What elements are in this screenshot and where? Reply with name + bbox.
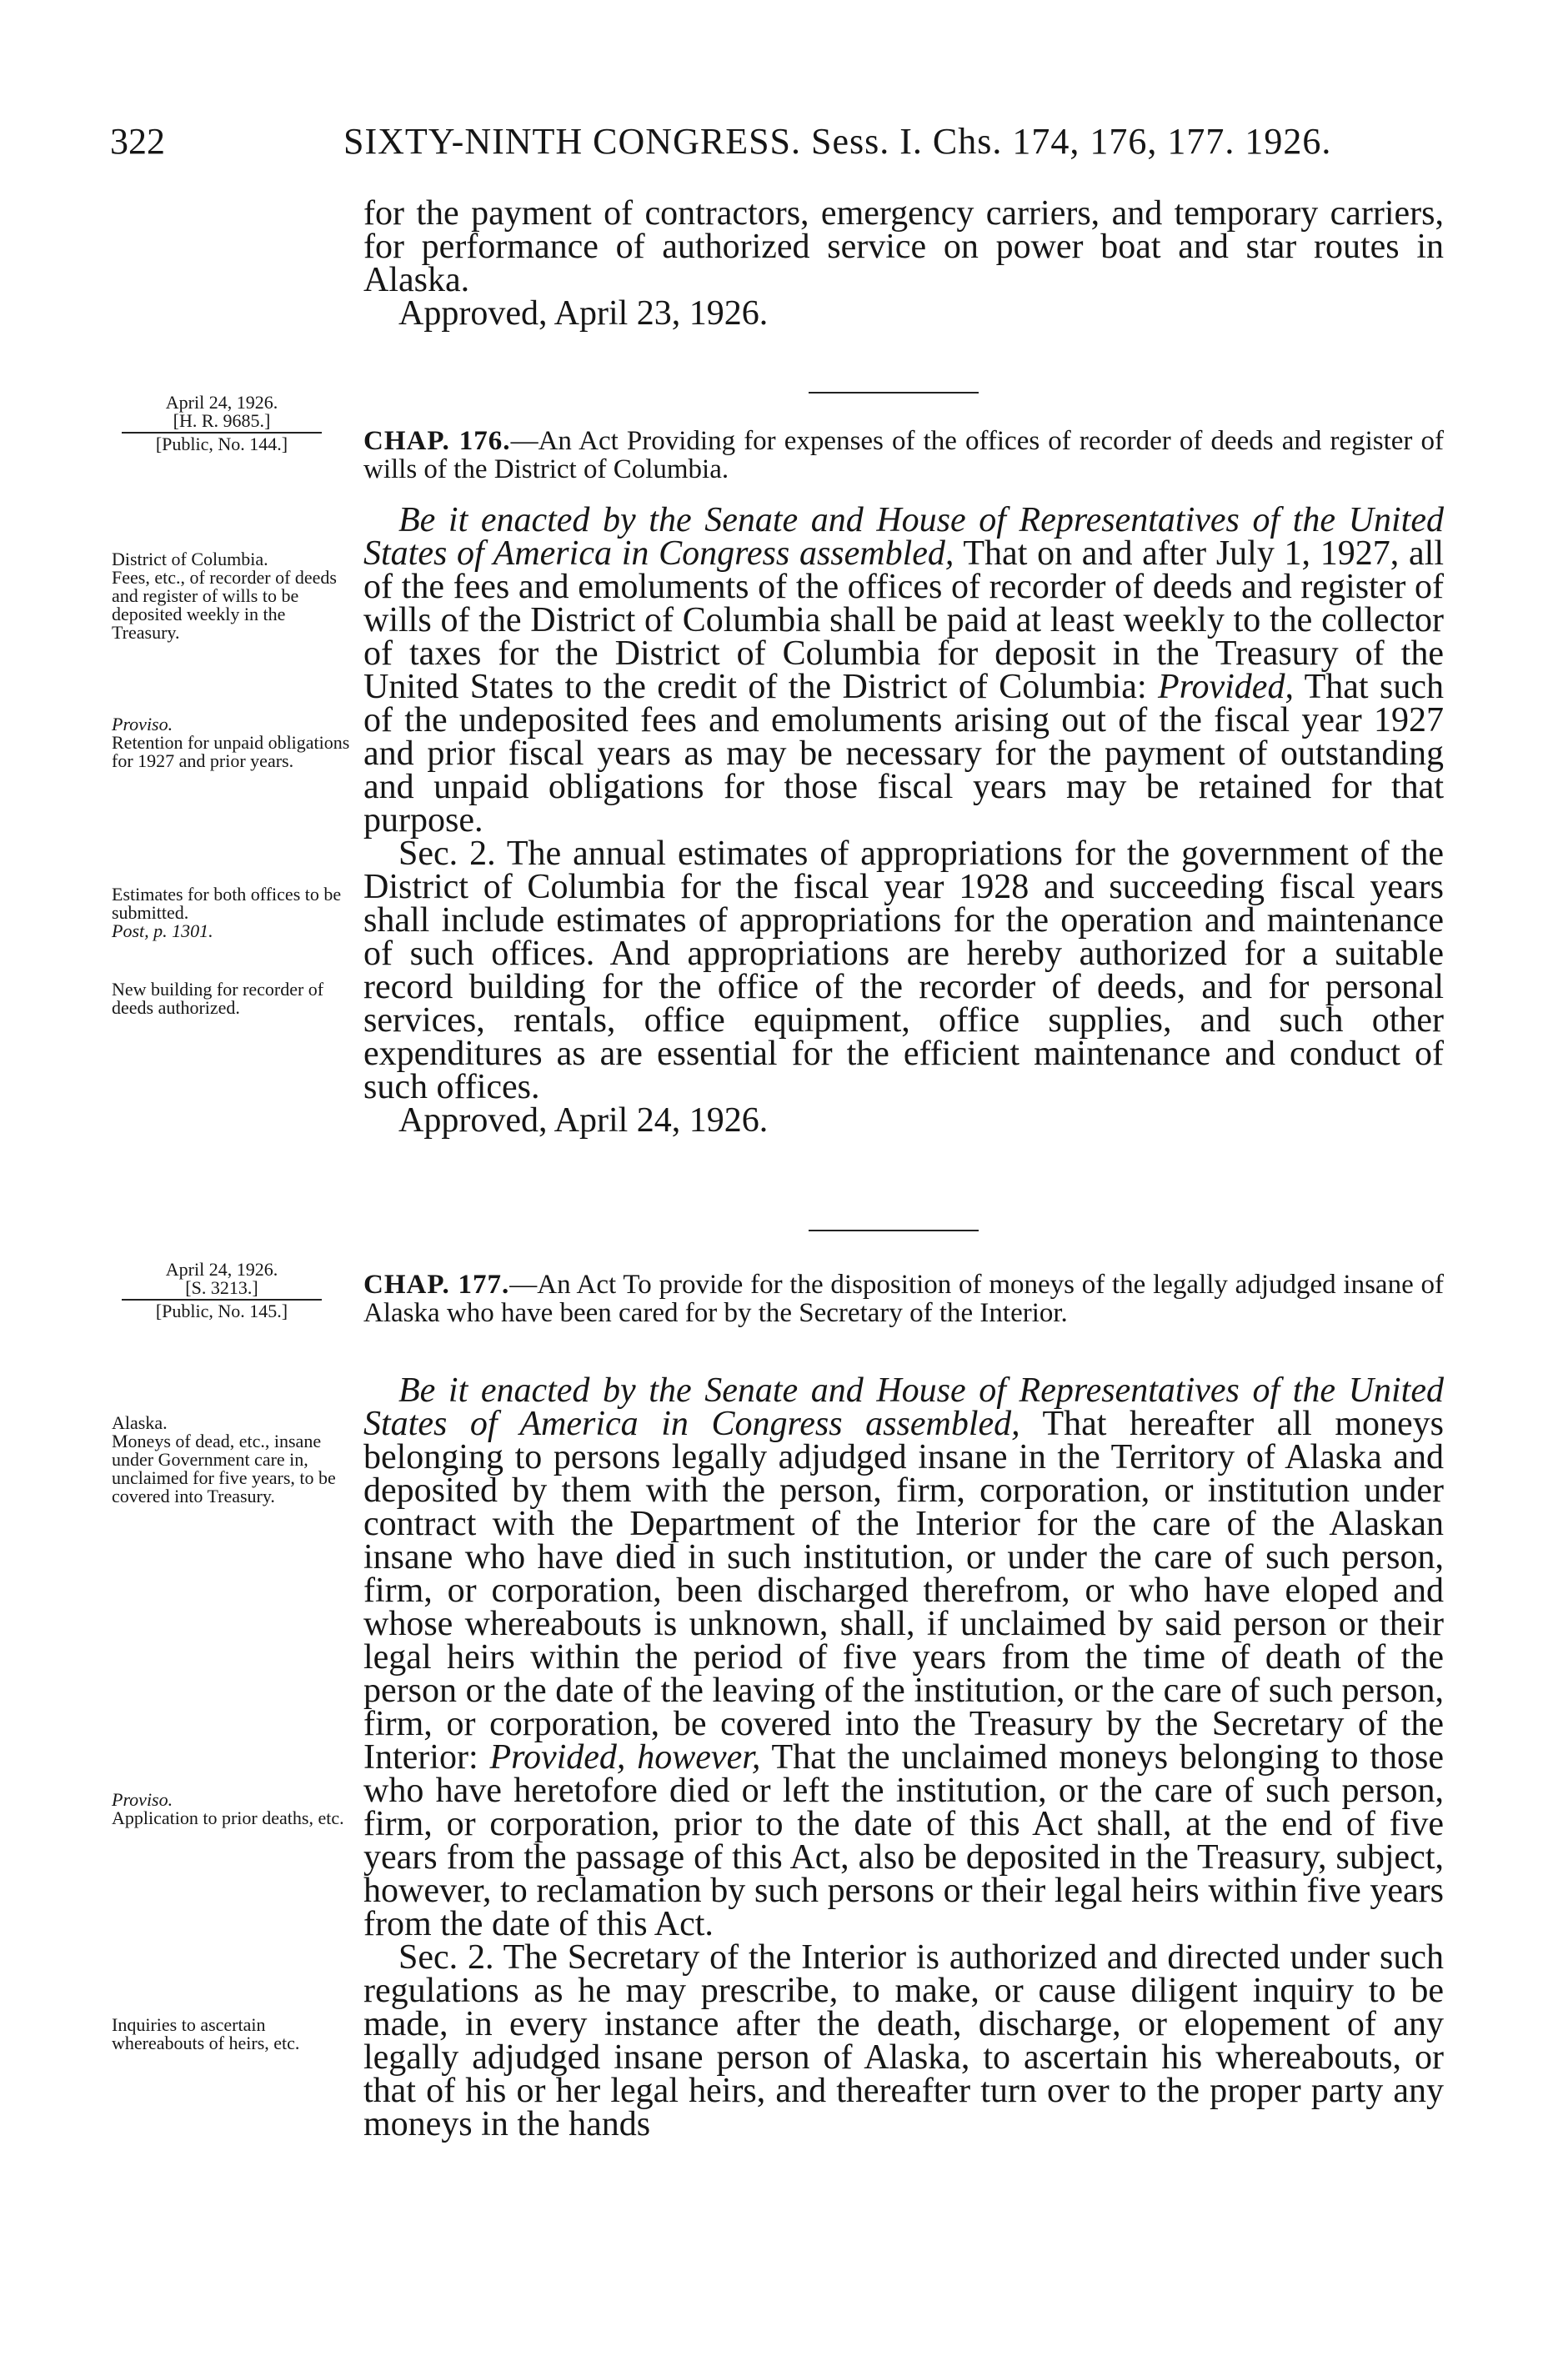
chap176-sec1-text: That on and after July 1, 1927, all of the fees and emoluments of the offices of recorder of deeds and register of wills of the District of Columbia shall be paid at least weekly to the collector of taxes for the District of Columbia for deposit in the Treasury of the United States to the credit of the District of Columbia:: [363, 534, 1444, 706]
margin-note: Application to prior deaths, etc.: [112, 1807, 344, 1828]
chap177-title: [363, 1271, 1444, 1327]
chap177-note-1: [112, 1414, 353, 1506]
carryover-text: for the payment of contractors, emergency carriers, and temporary carriers, for performance of authorized service on power boat and star routes in Alaska.: [363, 194, 1444, 299]
margin-note: New building for recorder of deeds authorized.: [112, 979, 324, 1018]
chap176-note-4: [112, 980, 353, 1017]
chap176-label: CHAP. 176.: [363, 426, 511, 456]
page-header: [110, 120, 1444, 170]
margin-note: Retention for unpaid obligations for 1927 and prior years.: [112, 732, 350, 771]
carryover-approved: Approved, April 23, 1926.: [398, 294, 769, 333]
section-divider: [809, 1230, 979, 1231]
chap176-note-2: [112, 715, 353, 770]
chap176-title: [363, 427, 1444, 484]
chap177-public: [Public, No. 145.]: [155, 1301, 288, 1321]
chap177-enacting-clause: Be it enacted by the Senate and House of Representatives of the United States of America in Congress assembled,: [363, 1371, 1444, 1443]
chap176-date: April 24, 1926.: [165, 392, 278, 413]
chap176-sec1-proviso: That such of the undeposited fees and emoluments arising out of the fiscal year 1927 and prior fiscal years as may be necessary for the payment of outstanding and unpaid obligations for those fiscal years may be retained for that purpose.: [363, 668, 1444, 840]
chap177-note-3: [112, 2016, 353, 2053]
chap177-date: April 24, 1926.: [165, 1259, 278, 1280]
chap176-section-2: Sec. 2. The annual estimates of appropriations for the government of the District of Columbia for the fiscal year 1928 and succeeding fiscal years shall include estimates of appropriations for the operation and maintenance of such offices. And appropriations are hereby authorized for a suitable record building for the office of the recorder of deeds, and for personal services, rentals, office equipment, office supplies, and such other expenditures as are essential for the efficient maintenance and conduct of such offices.: [363, 835, 1444, 1106]
chap176-bill: [H. R. 9685.]: [173, 410, 271, 431]
chap177-body: [363, 1371, 1444, 2143]
chap176-body: [363, 501, 1444, 1140]
chap177-note-2: [112, 1791, 353, 1827]
margin-note: Moneys of dead, etc., insane under Government care in, unclaimed for five years, to be covered into Treasury.: [112, 1431, 336, 1506]
margin-note: Fees, etc., of recorder of deeds and register of wills to be deposited weekly in the Treasury.: [112, 567, 337, 643]
margin-note: Estimates for both offices to be submitted.: [112, 884, 342, 923]
carryover-paragraph: [363, 194, 1444, 333]
margin-note: Proviso.: [112, 1789, 173, 1810]
margin-note: Alaska.: [112, 1412, 168, 1433]
running-title: SIXTY-NINTH CONGRESS. Sess. I. Chs. 174, 176, 177. 1926.: [343, 121, 1332, 162]
chap176-enacting-clause: Be it enacted by the Senate and House of Representatives of the United States of America in Congress assembled,: [363, 501, 1444, 573]
margin-note: Proviso.: [112, 714, 173, 734]
chap177-section-1: [363, 1371, 1444, 1943]
chap176-margin-header: [122, 394, 322, 454]
chap177-section-2: Sec. 2. The Secretary of the Interior is authorized and directed under such regulations as he may prescribe, to make, or cause diligent inquiry to be made, in every instance after the death, discharge, or elopement of any legally adjudged insane person of Alaska, to ascertain his whereabouts, or that of his or her legal heirs, and thereafter turn over to the proper party any moneys in the hands: [363, 1938, 1444, 2143]
margin-note: District of Columbia.: [112, 549, 268, 569]
chap177-label: CHAP. 177.: [363, 1270, 510, 1300]
chap177-sec1-text: That hereafter all moneys belonging to persons legally adjudged insane in the Territory of Alaska and deposited by them with the person, firm, corporation, or institution under contract with the Department of the Interior for the care of the Alaskan insane who have died in such institution, or under the care of such person, firm, or corporation, been discharged therefrom, or who have eloped and whose whereabouts is unknown, shall, if unclaimed by said person or their legal heirs within the period of five years from the time of death of the person or the date of the leaving of the institution, or the care of such person, firm, or corporation, be covered into the Treasury by the Secretary of the Interior:: [363, 1405, 1444, 1777]
chap176-public: [Public, No. 144.]: [155, 434, 288, 454]
chap176-note-3: [112, 885, 353, 940]
chap176-proviso-word: Provided,: [1158, 668, 1294, 706]
chap176-title-text: —An Act Providing for expenses of the offices of recorder of deeds and register of wills of the District of Columbia.: [363, 426, 1444, 484]
chap177-bill: [S. 3213.]: [185, 1277, 258, 1298]
chap177-proviso-word: Provided, however,: [489, 1738, 761, 1777]
chap177-title-text: —An Act To provide for the disposition of moneys of the legally adjudged insane of Alaska who have been cared for by the Secretary of the Interior.: [363, 1270, 1444, 1328]
chap176-note-1: [112, 550, 353, 642]
margin-note: Inquiries to ascertain whereabouts of heirs, etc.: [112, 2014, 300, 2053]
section-divider: [809, 392, 979, 394]
margin-note: Post, p. 1301.: [112, 920, 213, 941]
page-number: 322: [110, 121, 165, 162]
chap176-section-1: [363, 501, 1444, 840]
chap176-approved: Approved, April 24, 1926.: [398, 1101, 769, 1140]
chap177-margin-header: [122, 1261, 322, 1321]
chap177-sec1-proviso: That the unclaimed moneys belonging to those who have heretofore died or left the institution, or the care of such person, firm, or corporation, prior to the date of this Act shall, at the end of five years from the passage of this Act, also be deposited in the Treasury, subject, however, to reclamation by such persons or their legal heirs within five years from the date of this Act.: [363, 1738, 1444, 1943]
